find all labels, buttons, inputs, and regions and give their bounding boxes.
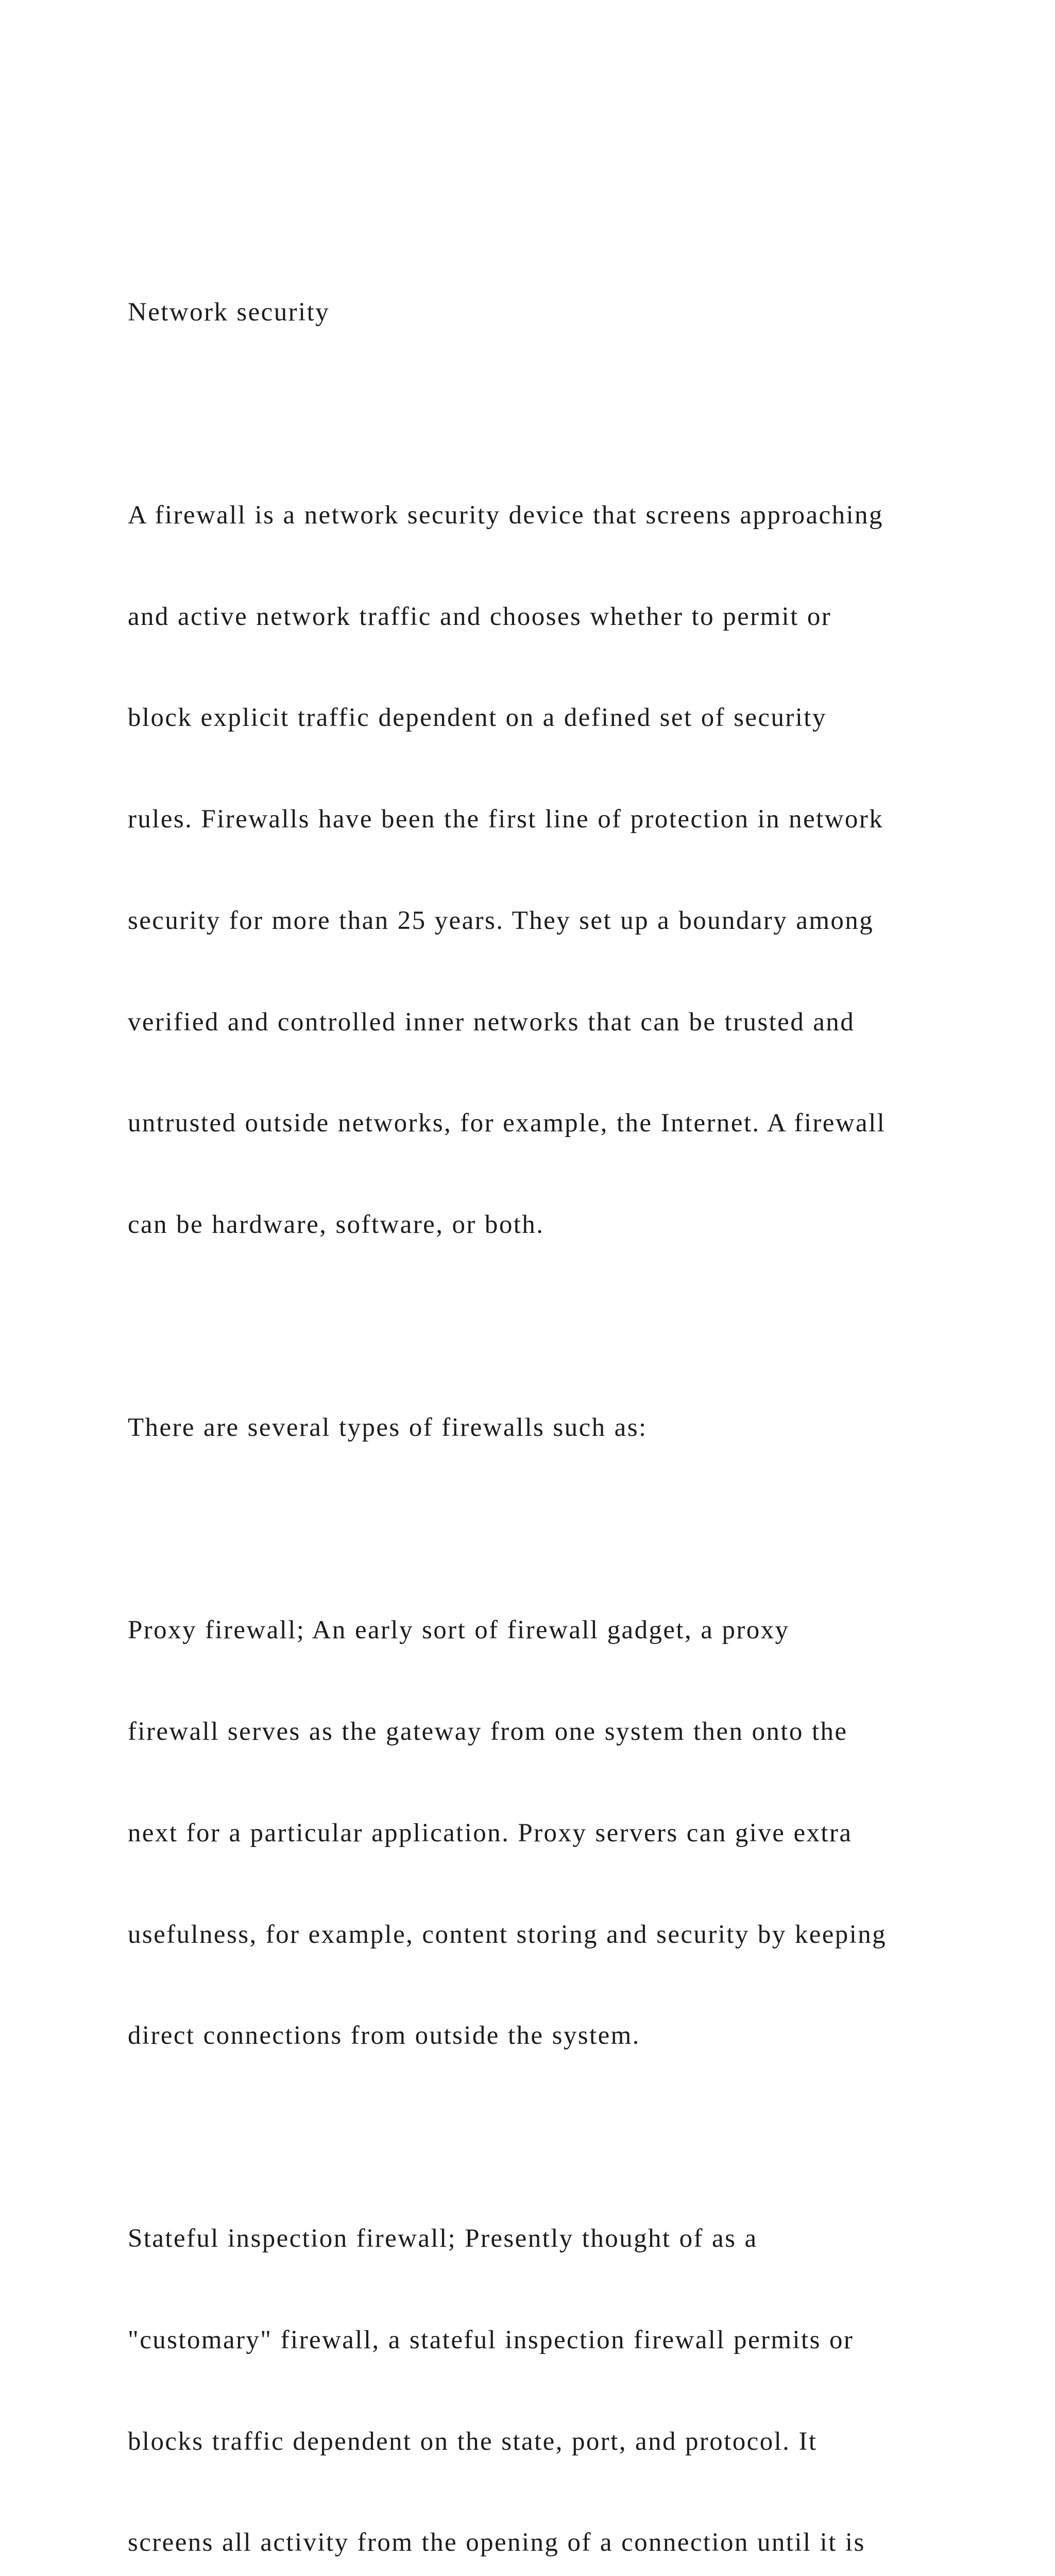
text-line: "customary" firewall, a stateful inspection firewall permits or [128, 2325, 854, 2354]
text-line: usefulness, for example, content storing and security by keeping [128, 1920, 887, 1949]
text-line: There are several types of firewalls such as: [128, 1413, 648, 1442]
text-line: screens all activity from the opening of a connection until it is [128, 2528, 865, 2557]
text-line: can be hardware, software, or both. [128, 1210, 544, 1240]
text-line: blocks traffic dependent on the state, port, and protocol. It [128, 2427, 818, 2456]
text-line: and active network traffic and chooses whether to permit or [128, 602, 832, 631]
text-line: rules. Firewalls have been the first line of protection in network [128, 805, 884, 834]
text-line: direct connections from outside the system. [128, 2021, 640, 2050]
title-line: Network security [128, 298, 330, 327]
document-title [128, 228, 962, 397]
text-line: verified and controlled inner networks that can be trusted and [128, 1007, 855, 1037]
text-line: next for a particular application. Proxy servers can give extra [128, 1818, 853, 1848]
paragraph-intro [128, 431, 962, 1310]
text-line: security for more than 25 years. They set up a boundary among [128, 906, 874, 935]
text-line: firewall serves as the gateway from one system then onto the [128, 1717, 848, 1747]
paragraph-proxy-firewall [128, 1546, 962, 2121]
document-body [128, 228, 962, 2576]
text-line: untrusted outside networks, for example, the Internet. A firewall [128, 1109, 886, 1138]
paragraph-types-intro [128, 1344, 962, 1513]
text-line: A firewall is a network security device that screens approaching [128, 500, 883, 530]
text-line: block explicit traffic dependent on a defined set of security [128, 703, 827, 733]
paragraph-stateful-firewall [128, 2155, 962, 2576]
text-line: Stateful inspection firewall; Presently thought of as a [128, 2224, 758, 2253]
text-line: Proxy firewall; An early sort of firewall gadget, a proxy [128, 1616, 790, 1645]
